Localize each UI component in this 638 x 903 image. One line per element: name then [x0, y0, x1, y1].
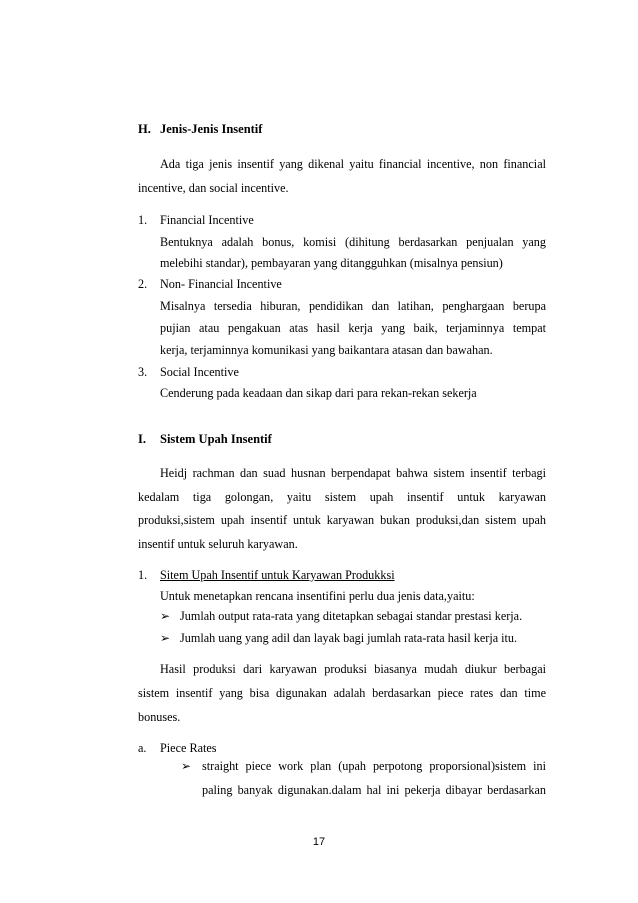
section-h-intro-line-2: incentive, dan social incentive. [138, 181, 289, 195]
subsection-number: 1. [138, 568, 148, 582]
section-i-title: Sistem Upah Insentif [160, 432, 272, 446]
section-i-paragraph-1: produksi,sistem upah insentif untuk karyawan bukan produksi,dan sistem upah [138, 513, 546, 527]
list-item-text: Bentuknya adalah bonus, komisi (dihitung berdasarkan penjualan yang [160, 235, 546, 249]
page-number: 17 [312, 836, 326, 848]
list-item-text: Cenderung pada keadaan dan sikap dari para rekan-rekan sekerja [160, 386, 477, 400]
bullet-item: Jumlah uang yang adil dan layak bagi jumlah rata-rata hasil kerja itu. [180, 631, 518, 645]
arrow-bullet-icon: ➢ [160, 609, 171, 623]
list-item-text: pujian atau pengakuan atas hasil kerja yang baik, terjaminnya tempat [160, 321, 546, 335]
section-h-title: Jenis-Jenis Insentif [160, 122, 263, 136]
section-h-number: H. [138, 122, 151, 136]
section-i-paragraph-1: Heidj rachman dan suad husnan berpendapat bahwa sistem insentif terbagi [160, 466, 546, 480]
arrow-bullet-icon: ➢ [181, 759, 192, 773]
subsection-text: Untuk menetapkan rencana insentifini perlu dua jenis data,yaitu: [160, 589, 475, 603]
list-item-label: Non- Financial Incentive [160, 277, 282, 291]
section-i-paragraph-2: sistem insentif yang bisa digunakan adalah berdasarkan piece rates dan time [138, 686, 546, 700]
section-h-intro-line-1: Ada tiga jenis insentif yang dikenal yaitu financial incentive, non financial [160, 157, 546, 171]
section-i-paragraph-1: insentif untuk seluruh karyawan. [138, 537, 298, 551]
list-item-number: 1. [138, 213, 148, 227]
list-item-label: Piece Rates [160, 741, 217, 755]
section-i-heading [138, 432, 272, 447]
list-letter: a. [138, 741, 147, 755]
bullet-item: straight piece work plan (upah perpotong proporsional)sistem ini [202, 759, 546, 773]
list-item-text: melebihi standar), pembayaran yang ditangguhkan (misalnya pensiun) [160, 256, 503, 270]
list-item-number: 2. [138, 277, 148, 291]
list-item-number: 3. [138, 365, 148, 379]
subsection-title: Sitem Upah Insentif untuk Karyawan Produkksi [160, 568, 395, 582]
list-item-text: Misalnya tersedia hiburan, pendidikan dan latihan, penghargaan berupa [160, 299, 546, 313]
section-h-heading [138, 122, 262, 137]
section-i-paragraph-2: bonuses. [138, 710, 181, 724]
section-i-number: I. [138, 432, 146, 446]
section-i-paragraph-2: Hasil produksi dari karyawan produksi biasanya mudah diukur berbagai [160, 662, 546, 676]
bullet-item: paling banyak digunakan.dalam hal ini pekerja dibayar berdasarkan [202, 783, 546, 797]
list-item-label: Social Incentive [160, 365, 239, 379]
list-item-label: Financial Incentive [160, 213, 254, 227]
section-i-paragraph-1: kedalam tiga golongan, yaitu sistem upah insentif untuk karyawan [138, 490, 546, 504]
arrow-bullet-icon: ➢ [160, 631, 171, 645]
list-item-text: kerja, terjaminnya komunikasi yang baikantara atasan dan bawahan. [160, 343, 493, 357]
bullet-item: Jumlah output rata-rata yang ditetapkan sebagai standar prestasi kerja. [180, 609, 523, 623]
